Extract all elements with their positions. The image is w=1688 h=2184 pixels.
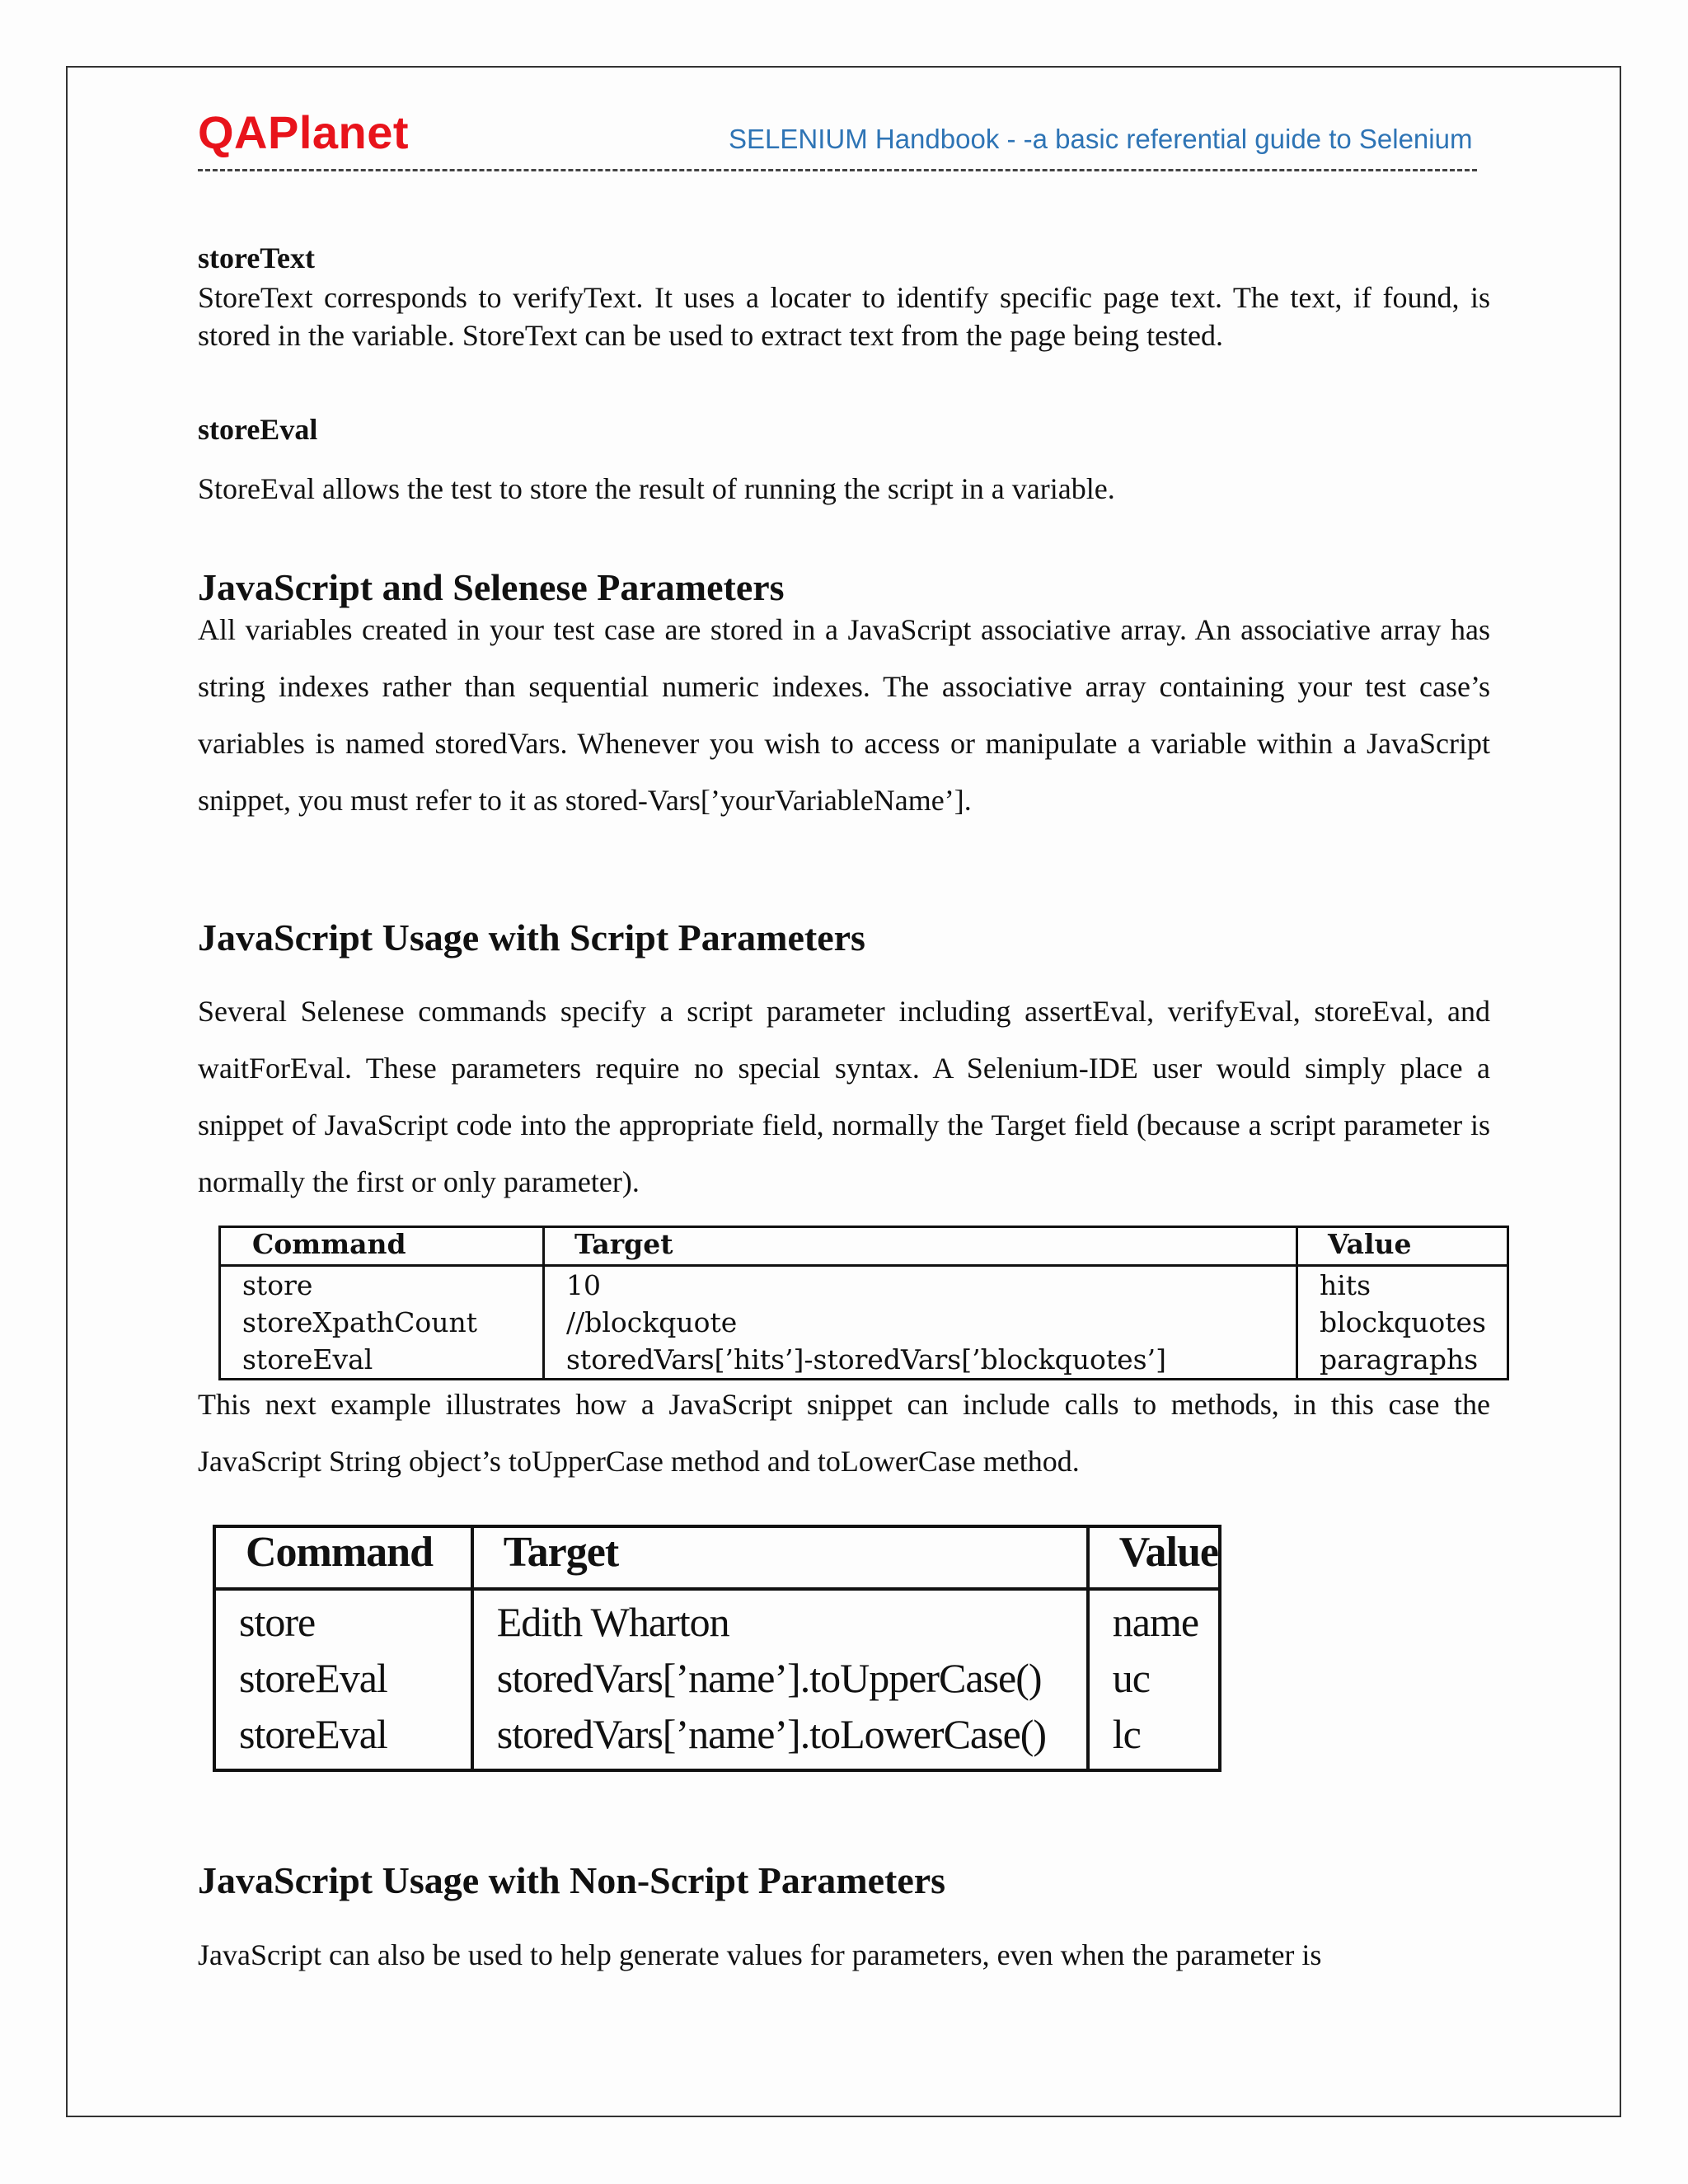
store-eval-term: storeEval bbox=[198, 413, 318, 446]
cell-value: name bbox=[1088, 1589, 1220, 1650]
selenese-parameters-paragraph: All variables created in your test case are stored in a JavaScript associative array. An associative array has string indexes rather than sequential numeric indexes. The associative array containing your test case’s variables is named storedVars. Whenever you wish to access or manipulate a variable within a JavaScript snippet, you must refer to it as stored-Vars[’yourVariableName’]. bbox=[198, 613, 1490, 817]
column-header-target: Target bbox=[544, 1227, 1297, 1266]
commands-table-1 bbox=[218, 1226, 1509, 1380]
cell-command: store bbox=[214, 1589, 472, 1650]
cell-command: storeEval bbox=[214, 1650, 472, 1706]
example-intro-paragraph: This next example illustrates how a JavaScript snippet can include calls to methods, in this case the JavaScript String object’s toUpperCase method and toLowerCase method. bbox=[198, 1388, 1490, 1478]
table-header-row bbox=[220, 1227, 1508, 1266]
cell-value: hits bbox=[1297, 1266, 1508, 1305]
header-divider bbox=[198, 169, 1477, 171]
cell-target: 10 bbox=[544, 1266, 1297, 1305]
header-subtitle: SELENIUM Handbook - -a basic referential guide to Selenium bbox=[729, 124, 1473, 154]
column-header-value: Value bbox=[1297, 1227, 1508, 1266]
script-parameters-paragraph: Several Selenese commands specify a script parameter including assertEval, verifyEval, storeEval, and waitForEval. These parameters require no special syntax. A Selenium-IDE user would simply place a snippet of JavaScript code into the appropriate field, normally the Target field (because a script parameter is normally the first or only parameter). bbox=[198, 995, 1490, 1198]
store-eval-description: StoreEval allows the test to store the result of running the script in a variable. bbox=[198, 472, 1115, 505]
column-header-target: Target bbox=[472, 1526, 1088, 1589]
cell-target: Edith Wharton bbox=[472, 1589, 1088, 1650]
cell-target: storedVars[’hits’]-storedVars[’blockquotes’] bbox=[544, 1341, 1297, 1380]
cell-target: //blockquote bbox=[544, 1304, 1297, 1341]
brand-logo: QAPlanet bbox=[198, 106, 410, 158]
table-row bbox=[220, 1266, 1508, 1305]
table-header-row bbox=[214, 1526, 1220, 1589]
section-heading-non-script-parameters: JavaScript Usage with Non-Script Parameters bbox=[198, 1859, 946, 1901]
cell-value: blockquotes bbox=[1297, 1304, 1508, 1341]
cell-command: storeEval bbox=[214, 1706, 472, 1770]
cell-command: store bbox=[220, 1266, 544, 1305]
column-header-value: Value bbox=[1088, 1526, 1220, 1589]
cell-value: lc bbox=[1088, 1706, 1220, 1770]
column-header-command: Command bbox=[220, 1227, 544, 1266]
cell-value: paragraphs bbox=[1297, 1341, 1508, 1380]
cell-value: uc bbox=[1088, 1650, 1220, 1706]
store-text-term: storeText bbox=[198, 241, 315, 274]
table-row bbox=[220, 1304, 1508, 1341]
cell-command: storeXpathCount bbox=[220, 1304, 544, 1341]
store-text-description: StoreText corresponds to verifyText. It uses a locater to identify specific page text. The text, if found, is stored in the variable. StoreText can be used to extract text from the page being tested. bbox=[198, 281, 1490, 352]
column-header-command: Command bbox=[214, 1526, 472, 1589]
table-row bbox=[214, 1706, 1220, 1770]
cell-target: storedVars[’name’].toUpperCase() bbox=[472, 1650, 1088, 1706]
table-row bbox=[214, 1650, 1220, 1706]
non-script-parameters-paragraph: JavaScript can also be used to help generate values for parameters, even when the parameter is bbox=[198, 1938, 1322, 1971]
commands-table-2 bbox=[213, 1525, 1221, 1772]
cell-command: storeEval bbox=[220, 1341, 544, 1380]
table-row bbox=[220, 1341, 1508, 1380]
section-heading-script-parameters: JavaScript Usage with Script Parameters bbox=[198, 916, 865, 958]
section-heading-selenese-parameters: JavaScript and Selenese Parameters bbox=[198, 566, 785, 608]
cell-target: storedVars[’name’].toLowerCase() bbox=[472, 1706, 1088, 1770]
table-row bbox=[214, 1589, 1220, 1650]
